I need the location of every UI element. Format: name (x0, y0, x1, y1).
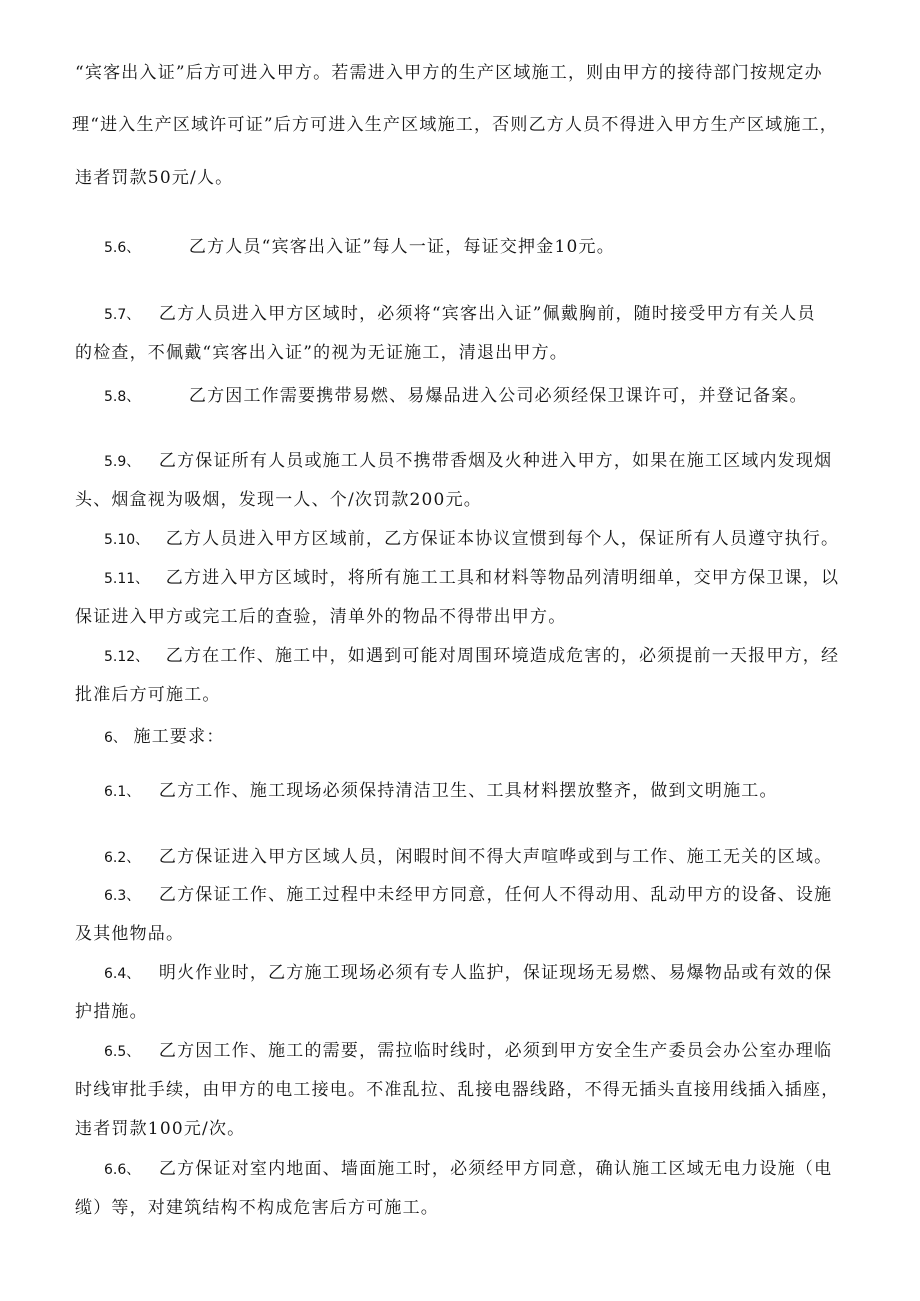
clause-6-3 (104, 880, 832, 910)
clause-number: 5.6、 (104, 240, 141, 256)
clause-text: 乙方进入甲方区域时，将所有施工工具和材料等物品列清明细单，交甲方保卫课，以 (165, 568, 840, 588)
clause-text: 乙方保证所有人员或施工人员不携带香烟及火种进入甲方，如果在施工区域内发现烟 (158, 451, 833, 471)
paragraph-line (72, 110, 838, 140)
clause-5-9 (104, 446, 832, 476)
clause-5-8 (104, 381, 808, 411)
paragraph-line (75, 58, 823, 88)
line-text: 违者罚款50元/人。 (75, 168, 234, 188)
line-text: 批准后方可施工。 (75, 685, 221, 705)
clause-number: 5.8、 (104, 389, 141, 405)
clause-5-10 (104, 524, 839, 554)
clause-number: 5.7、 (104, 307, 141, 323)
paragraph-line (75, 997, 148, 1027)
clause-text: 乙方在工作、施工中，如遇到可能对周围环境造成危害的，必须提前一天报甲方，经 (165, 646, 840, 666)
line-text: 的检查，不佩戴“宾客出入证”的视为无证施工，清退出甲方。 (75, 343, 568, 363)
line-text: 保证进入甲方或完工后的查验，清单外的物品不得带出甲方。 (75, 607, 567, 627)
clause-5-11 (104, 563, 839, 593)
clause-6-1 (104, 776, 778, 806)
paragraph-line (75, 1114, 245, 1144)
line-text: 时线审批手续，由甲方的电工接电。不准乱拉、乱接电器线路，不得无插头直接用线插入插座， (75, 1080, 840, 1100)
clause-text: 乙方保证工作、施工过程中未经甲方同意，任何人不得动用、乱动甲方的设备、设施 (158, 885, 833, 905)
line-text: 理“进入生产区域许可证”后方可进入生产区域施工，否则乙方人员不得进入甲方生产区域施工， (72, 115, 838, 135)
paragraph-line (75, 163, 233, 193)
section-title: 施工要求： (133, 727, 225, 747)
line-text: “宾客出入证”后方可进入甲方。若需进入甲方的生产区域施工，则由甲方的接待部门按规定办 (75, 63, 823, 83)
clause-number: 5.10、 (104, 532, 150, 548)
clause-6-6 (104, 1154, 832, 1184)
section-number: 6、 (104, 730, 127, 746)
clause-5-12 (104, 641, 839, 671)
clause-number: 6.5、 (104, 1044, 141, 1060)
clause-number: 6.2、 (104, 850, 141, 866)
paragraph-line (75, 602, 566, 632)
line-text: 违者罚款100元/次。 (75, 1119, 246, 1139)
clause-text: 乙方工作、施工现场必须保持清洁卫生、工具材料摆放整齐，做到文明施工。 (158, 781, 778, 801)
clause-number: 5.12、 (104, 649, 150, 665)
clause-6-5 (104, 1036, 832, 1066)
clause-number: 6.3、 (104, 888, 141, 904)
paragraph-line (75, 680, 221, 710)
paragraph-line (75, 919, 184, 949)
clause-6-4 (104, 958, 832, 988)
paragraph-line (75, 338, 568, 368)
section-6-heading (104, 722, 225, 752)
paragraph-line (75, 1193, 439, 1223)
line-text: 护措施。 (75, 1002, 148, 1022)
clause-6-2 (104, 842, 832, 872)
clause-text: 明火作业时，乙方施工现场必须有专人监护，保证现场无易燃、易爆物品或有效的保 (158, 963, 833, 983)
clause-5-6 (104, 232, 615, 262)
clause-text: 乙方保证对室内地面、墙面施工时，必须经甲方同意，确认施工区域无电力设施（电 (158, 1159, 833, 1179)
clause-text: 乙方人员进入甲方区域前，乙方保证本协议宣惯到每个人，保证所有人员遵守执行。 (165, 529, 840, 549)
clause-5-7 (104, 299, 816, 329)
line-text: 头、烟盒视为吸烟，发现一人、个/次罚款200元。 (75, 490, 482, 510)
clause-number: 6.4、 (104, 966, 141, 982)
clause-text: 乙方人员“宾客出入证”每人一证，每证交押金10元。 (188, 237, 615, 257)
paragraph-line (75, 485, 482, 515)
clause-text: 乙方人员进入甲方区域时，必须将“宾客出入证”佩戴胸前，随时接受甲方有关人员 (158, 304, 816, 324)
clause-text: 乙方因工作、施工的需要，需拉临时线时，必须到甲方安全生产委员会办公室办理临 (158, 1041, 833, 1061)
clause-text: 乙方因工作需要携带易燃、易爆品进入公司必须经保卫课许可，并登记备案。 (188, 386, 808, 406)
clause-number: 6.1、 (104, 784, 141, 800)
line-text: 及其他物品。 (75, 924, 185, 944)
paragraph-line (75, 1075, 839, 1105)
clause-number: 6.6、 (104, 1162, 141, 1178)
line-text: 缆）等，对建筑结构不构成危害后方可施工。 (75, 1198, 439, 1218)
clause-text: 乙方保证进入甲方区域人员，闲暇时间不得大声喧哗或到与工作、施工无关的区域。 (158, 847, 833, 867)
clause-number: 5.11、 (104, 571, 150, 587)
clause-number: 5.9、 (104, 454, 141, 470)
